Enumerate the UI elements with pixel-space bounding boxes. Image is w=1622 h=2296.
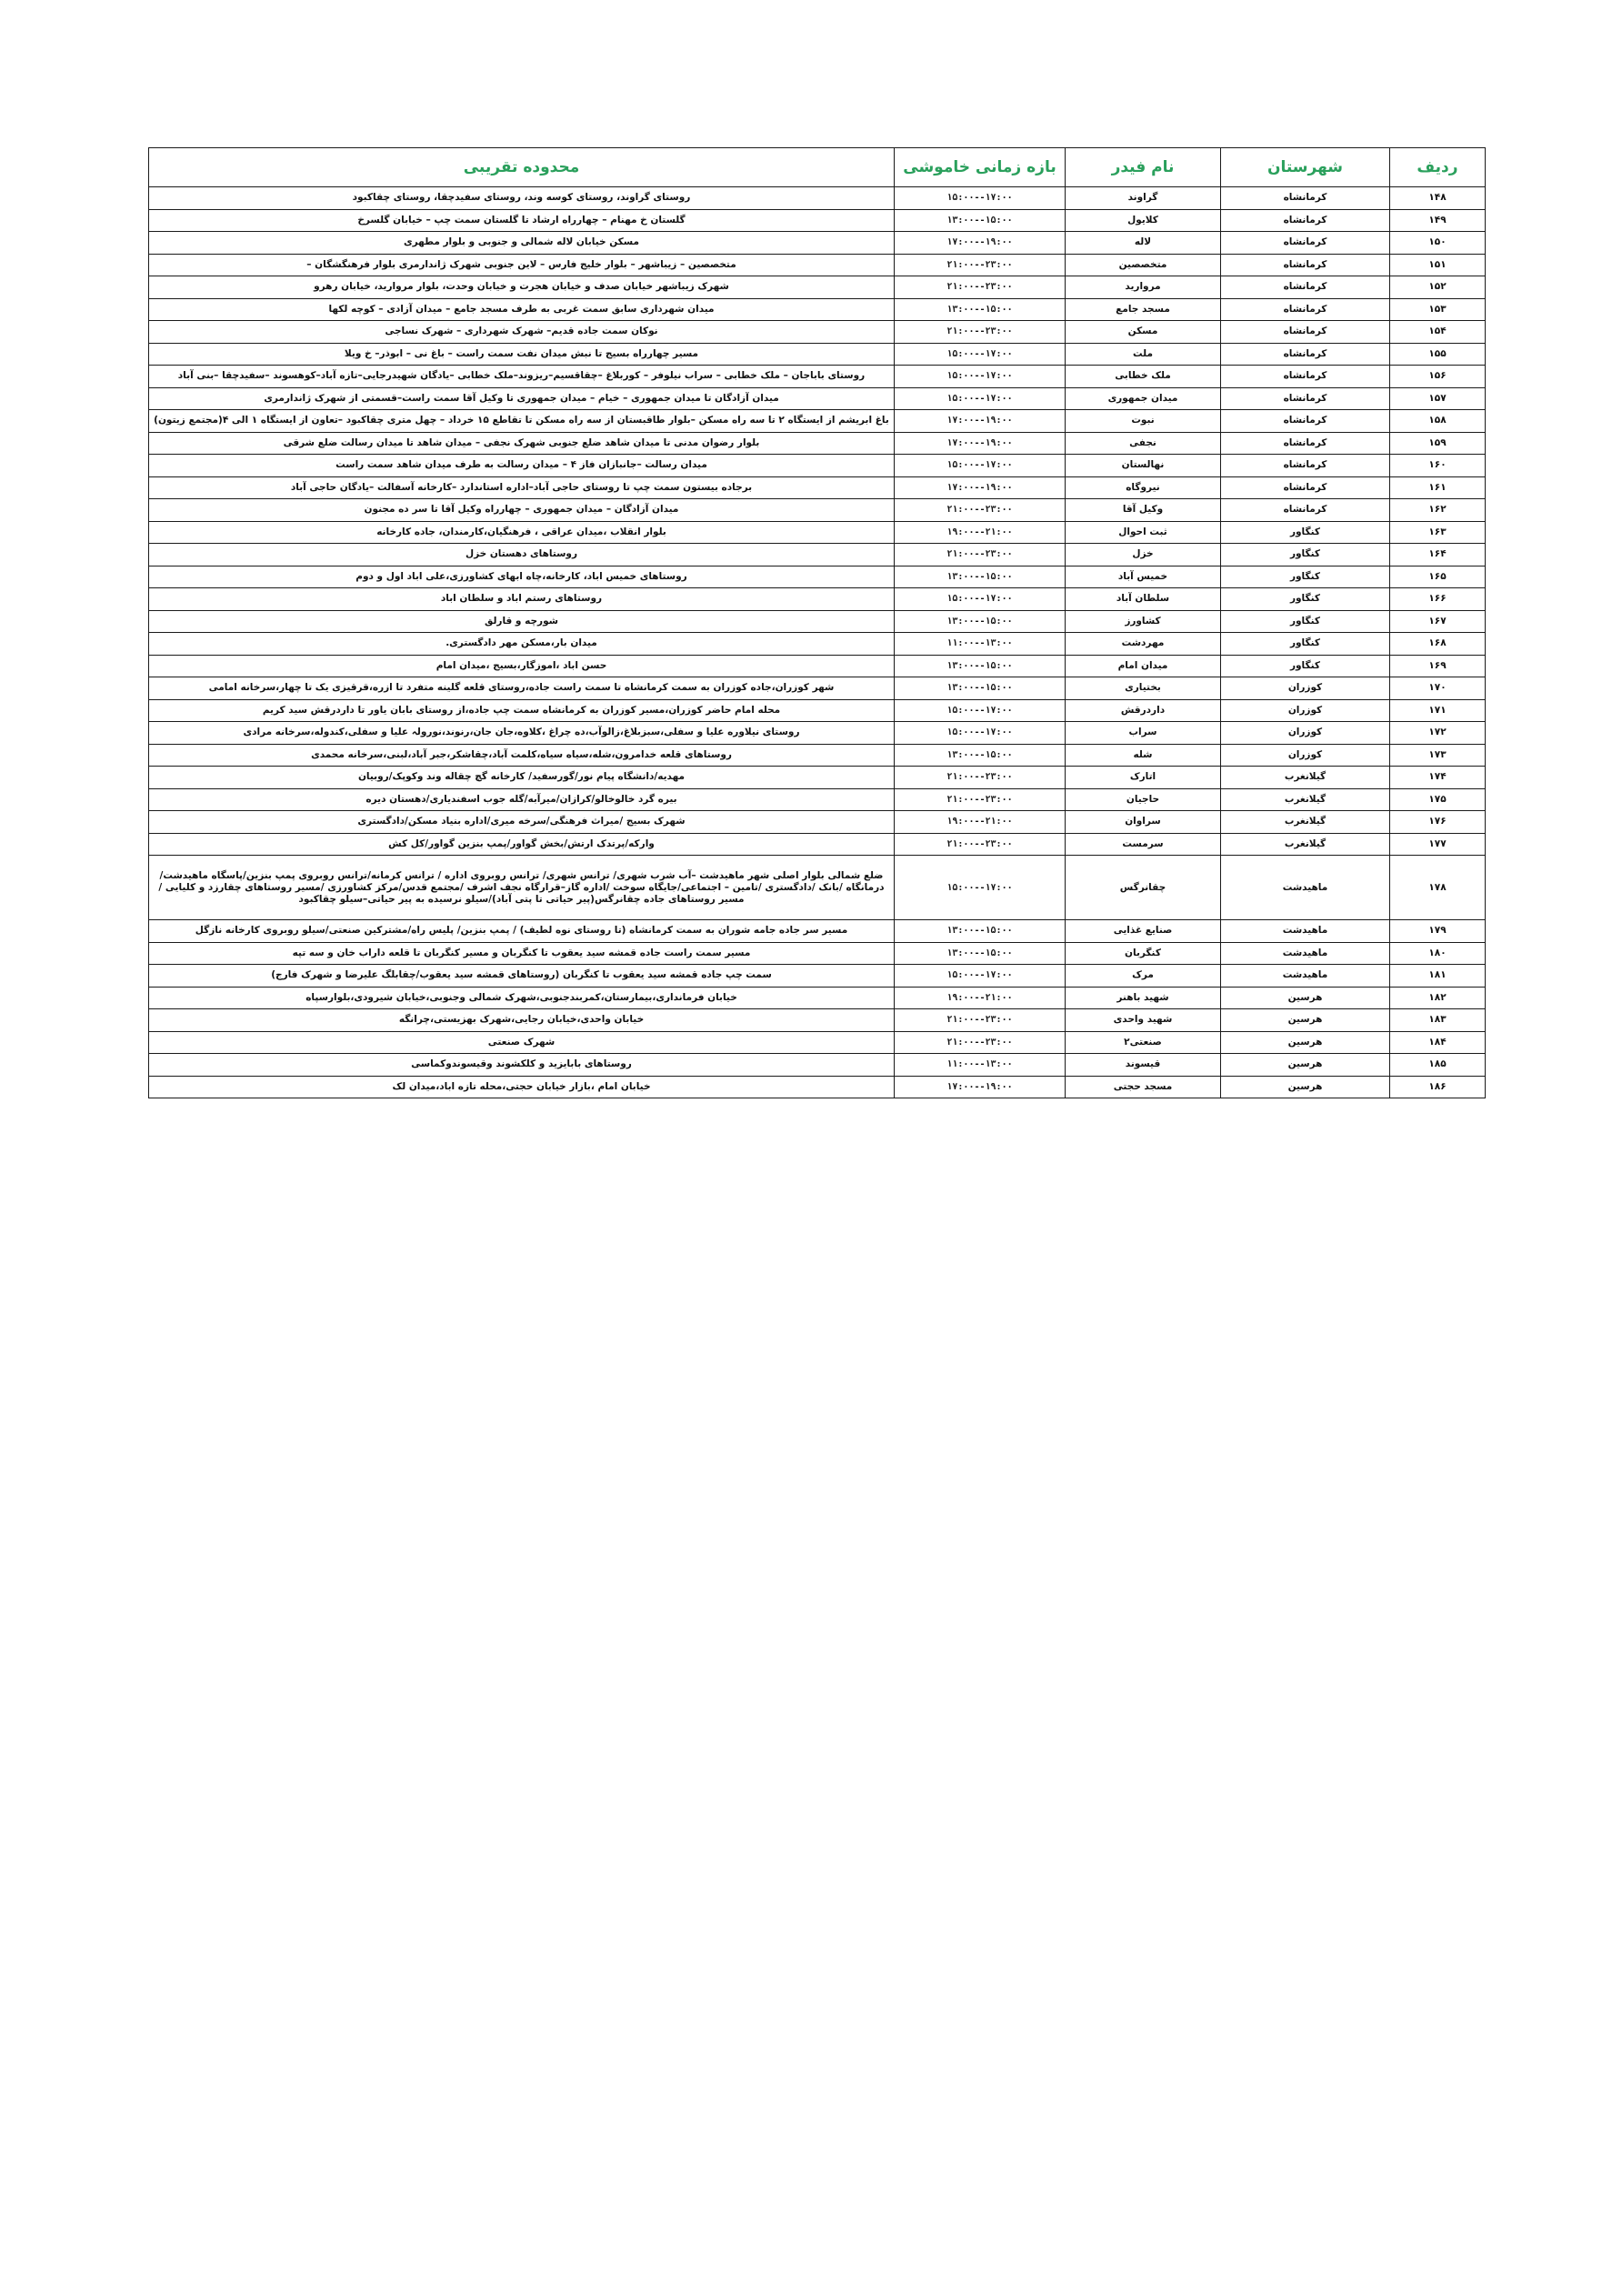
cell-outage-time: ۱۵:۰۰--۱۷:۰۰ — [895, 588, 1066, 611]
cell-outage-time: ۱۳:۰۰--۱۵:۰۰ — [895, 209, 1066, 232]
cell-row-number: ۱۴۸ — [1390, 187, 1486, 210]
table-row — [149, 499, 1486, 522]
cell-city: کرمانشاه — [1221, 432, 1390, 455]
table-row — [149, 588, 1486, 611]
cell-city: کرمانشاه — [1221, 499, 1390, 522]
table-row — [149, 610, 1486, 633]
cell-area: خیابان امام ،بازار خیابان حجتی،محله تازه اباد،میدان لک — [149, 1076, 895, 1098]
cell-feeder: مسجد جامع — [1066, 298, 1221, 321]
cell-outage-time: ۱۳:۰۰--۱۵:۰۰ — [895, 566, 1066, 588]
cell-area: شهرک صنعتی — [149, 1031, 895, 1054]
cell-area: بلوار انقلاب ،میدان عراقی ، فرهنگیان،کارمندان، جاده کارخانه — [149, 521, 895, 544]
cell-row-number: ۱۷۳ — [1390, 744, 1486, 767]
cell-feeder: کلایول — [1066, 209, 1221, 232]
cell-area: روستاهای رستم اباد و سلطان اباد — [149, 588, 895, 611]
cell-area: شورچه و قارلق — [149, 610, 895, 633]
table-body — [149, 187, 1486, 1098]
header-city: شهرستان — [1221, 148, 1390, 187]
cell-outage-time: ۱۵:۰۰--۱۷:۰۰ — [895, 856, 1066, 920]
cell-area: شهر کوزران،جاده کوزران به سمت کرمانشاه تا سمت راست جاده،روستای قلعه گلینه متفرد تا ازره،قرقیزی یک تا چهار،سرخانه امامی — [149, 677, 895, 700]
cell-feeder: میدان جمهوری — [1066, 387, 1221, 410]
cell-row-number: ۱۶۶ — [1390, 588, 1486, 611]
cell-city: کرمانشاه — [1221, 232, 1390, 255]
cell-row-number: ۱۵۹ — [1390, 432, 1486, 455]
cell-row-number: ۱۷۶ — [1390, 811, 1486, 834]
cell-outage-time: ۱۵:۰۰--۱۷:۰۰ — [895, 455, 1066, 477]
cell-feeder: بختیاری — [1066, 677, 1221, 700]
table-row — [149, 298, 1486, 321]
table-row — [149, 455, 1486, 477]
table-row — [149, 343, 1486, 366]
cell-feeder: سراب — [1066, 722, 1221, 745]
cell-outage-time: ۲۱:۰۰--۲۳:۰۰ — [895, 788, 1066, 811]
cell-city: ماهیدشت — [1221, 965, 1390, 988]
table-row — [149, 1009, 1486, 1032]
cell-feeder: لاله — [1066, 232, 1221, 255]
cell-row-number: ۱۵۶ — [1390, 366, 1486, 388]
table-row — [149, 254, 1486, 276]
cell-feeder: قیسوند — [1066, 1054, 1221, 1077]
cell-feeder: میدان امام — [1066, 655, 1221, 677]
cell-row-number: ۱۸۴ — [1390, 1031, 1486, 1054]
table-row — [149, 811, 1486, 834]
cell-outage-time: ۱۷:۰۰--۱۹:۰۰ — [895, 432, 1066, 455]
cell-feeder: شهید واحدی — [1066, 1009, 1221, 1032]
cell-feeder: ملت — [1066, 343, 1221, 366]
cell-area: برجاده بیستون سمت چپ تا روستای حاجی آباد–اداره استاندارد –کارخانه آسفالت –یادگان حاجی آباد — [149, 476, 895, 499]
cell-row-number: ۱۶۳ — [1390, 521, 1486, 544]
cell-feeder: ثبت احوال — [1066, 521, 1221, 544]
cell-city: هرسین — [1221, 1054, 1390, 1077]
cell-outage-time: ۱۳:۰۰--۱۵:۰۰ — [895, 655, 1066, 677]
cell-feeder: مسکن — [1066, 321, 1221, 344]
cell-area: سمت چپ جاده قمشه سید یعقوب تا کنگربان (روستاهای قمشه سید یعقوب/چقابلگ علیرضا و شهرک فارج) — [149, 965, 895, 988]
table-row — [149, 942, 1486, 965]
cell-feeder: نهالستان — [1066, 455, 1221, 477]
table-row — [149, 410, 1486, 433]
table-row — [149, 1054, 1486, 1077]
cell-city: کرمانشاه — [1221, 366, 1390, 388]
cell-city: ماهیدشت — [1221, 920, 1390, 943]
cell-area: مسیر سر جاده جامه شوران به سمت کرمانشاه (تا روستای نوه لطیف) / پمپ بنزین/ پلیس راه/مشترکین صنعتی/سیلو روبروی کارخانه نازگل — [149, 920, 895, 943]
table-row — [149, 788, 1486, 811]
cell-outage-time: ۱۱:۰۰--۱۳:۰۰ — [895, 1054, 1066, 1077]
cell-row-number: ۱۸۱ — [1390, 965, 1486, 988]
cell-feeder: ملک خطابی — [1066, 366, 1221, 388]
cell-city: کرمانشاه — [1221, 298, 1390, 321]
cell-feeder: نجفی — [1066, 432, 1221, 455]
cell-city: کرمانشاه — [1221, 209, 1390, 232]
table-row — [149, 633, 1486, 656]
cell-row-number: ۱۶۹ — [1390, 655, 1486, 677]
cell-outage-time: ۱۳:۰۰--۱۵:۰۰ — [895, 920, 1066, 943]
cell-row-number: ۱۸۰ — [1390, 942, 1486, 965]
cell-outage-time: ۱۳:۰۰--۱۵:۰۰ — [895, 744, 1066, 767]
cell-area: روستاهای قلعه خدامرون،شله،سیاه سیاه،کلمت آباد،چقاشکر،جبر آباد،لبنی،سرخانه محمدی — [149, 744, 895, 767]
power-outage-schedule-table — [148, 147, 1486, 1098]
table-row — [149, 544, 1486, 566]
table-row — [149, 1031, 1486, 1054]
cell-outage-time: ۱۷:۰۰--۱۹:۰۰ — [895, 410, 1066, 433]
cell-city: هرسین — [1221, 1031, 1390, 1054]
cell-outage-time: ۱۹:۰۰--۲۱:۰۰ — [895, 521, 1066, 544]
cell-area: نوکان سمت جاده قدیم– شهرک شهرداری – شهرک نساجی — [149, 321, 895, 344]
cell-area: خیابان فرمانداری،بیمارستان،کمربندجنوبی،شهرک شمالی وجنوبی،خیابان شیرودی،بلوارسپاه — [149, 987, 895, 1009]
cell-area: مسکن خیابان لاله شمالی و جنوبی و بلوار مطهری — [149, 232, 895, 255]
table-row — [149, 965, 1486, 988]
cell-city: کنگاور — [1221, 521, 1390, 544]
header-area: محدوده تقریبی — [149, 148, 895, 187]
cell-area: میدان بار،مسکن مهر دادگستری. — [149, 633, 895, 656]
cell-area: شهرک زیباشهر خیابان صدف و خیابان هجرت و خیابان وحدت، بلوار مروارید، خیابان رهرو — [149, 276, 895, 299]
table-row — [149, 722, 1486, 745]
cell-row-number: ۱۵۳ — [1390, 298, 1486, 321]
cell-area: متخصصین – زیباشهر – بلوار خلیج فارس – لاین جنوبی شهرک ژاندارمری بلوار فرهنگشگان – — [149, 254, 895, 276]
cell-area: میدان شهرداری سابق سمت غربی به طرف مسجد جامع – میدان آزادی – کوچه لکها — [149, 298, 895, 321]
table-row — [149, 432, 1486, 455]
cell-outage-time: ۱۳:۰۰--۱۵:۰۰ — [895, 942, 1066, 965]
cell-feeder: اتارک — [1066, 767, 1221, 789]
cell-feeder: کنگربان — [1066, 942, 1221, 965]
cell-area: ضلع شمالی بلوار اصلی شهر ماهیدشت –آب شرب شهری/ ترانس شهری/ ترانس روبروی اداره / ترانس کرمانه/ترانس روبروی پمپ بنزین/پاسگاه ماهیدشت/ درمانگاه /بانک /دادگستری /تامین – اجتماعی/جایگاه سوخت /اداره گاز–قرارگاه نجف اشرف /مجتمع قدس/مرکز کشاورزی /مسیر روستاهای چقارزد و کلیایی / مسیر روستاهای جاده چقانرگس(پیر حیاتی تا پتی آباد)/سیلو نرسیده به پیر حیاتی–سیلو چقاکبود — [149, 856, 895, 920]
cell-area: شهرک بسیج /میراث فرهنگی/سرخه میری/اداره بنیاد مسکن/دادگستری — [149, 811, 895, 834]
table-row — [149, 232, 1486, 255]
cell-feeder: شهید باهنر — [1066, 987, 1221, 1009]
cell-outage-time: ۲۱:۰۰--۲۳:۰۰ — [895, 276, 1066, 299]
cell-city: کوزران — [1221, 677, 1390, 700]
cell-city: کرمانشاه — [1221, 455, 1390, 477]
cell-feeder: چقانرگس — [1066, 856, 1221, 920]
cell-city: هرسین — [1221, 987, 1390, 1009]
table-row — [149, 767, 1486, 789]
table-row — [149, 655, 1486, 677]
cell-city: کرمانشاه — [1221, 343, 1390, 366]
cell-city: کنگاور — [1221, 655, 1390, 677]
cell-feeder: خزل — [1066, 544, 1221, 566]
cell-area: میدان رسالت –جانبازان فاز ۴ – میدان رسالت به طرف میدان شاهد سمت راست — [149, 455, 895, 477]
cell-feeder: مسجد حجتی — [1066, 1076, 1221, 1098]
cell-city: هرسین — [1221, 1009, 1390, 1032]
cell-area: مسیر چهارراه بسیج تا نبش میدان نفت سمت راست – باغ نی – ابوذر– خ ویلا — [149, 343, 895, 366]
cell-city: گیلانغرب — [1221, 767, 1390, 789]
cell-row-number: ۱۶۰ — [1390, 455, 1486, 477]
cell-city: کرمانشاه — [1221, 410, 1390, 433]
cell-city: کنگاور — [1221, 544, 1390, 566]
cell-area: روستاهای دهستان خزل — [149, 544, 895, 566]
header-row-number: ردیف — [1390, 148, 1486, 187]
cell-row-number: ۱۶۵ — [1390, 566, 1486, 588]
cell-row-number: ۱۶۱ — [1390, 476, 1486, 499]
table-row — [149, 566, 1486, 588]
cell-city: کنگاور — [1221, 566, 1390, 588]
cell-city: کرمانشاه — [1221, 387, 1390, 410]
cell-area: روستای باباجان – ملک خطابی – سراب نیلوفر – کوربلاغ –چقاقسیم–ریزوند–ملک خطابی –یادگان شهیدرجایی–تازه آباد–کوهسوند –سفیدچقا –بنی آباد — [149, 366, 895, 388]
cell-outage-time: ۲۱:۰۰--۲۳:۰۰ — [895, 1031, 1066, 1054]
cell-outage-time: ۱۷:۰۰--۱۹:۰۰ — [895, 476, 1066, 499]
cell-city: هرسین — [1221, 1076, 1390, 1098]
cell-row-number: ۱۶۷ — [1390, 610, 1486, 633]
cell-outage-time: ۱۵:۰۰--۱۷:۰۰ — [895, 965, 1066, 988]
cell-feeder: صنعتی۲ — [1066, 1031, 1221, 1054]
table-row — [149, 276, 1486, 299]
cell-area: روستای نیلاوره علیا و سفلی،سبزبلاغ،زالوآب،ده چراغ ،کلاوه،جان جان،رنوند،نورولہ علیا و سفلی،کندوله،سرخانه مرادی — [149, 722, 895, 745]
cell-city: گیلانغرب — [1221, 788, 1390, 811]
header-outage-time: بازه زمانی خاموشی — [895, 148, 1066, 187]
cell-city: کنگاور — [1221, 633, 1390, 656]
cell-outage-time: ۱۹:۰۰--۲۱:۰۰ — [895, 987, 1066, 1009]
cell-feeder: سلطان آباد — [1066, 588, 1221, 611]
cell-area: باغ ابریشم از ایستگاه ۲ تا سه راه مسکن –بلوار طاقبستان از سه راه مسکن تا تقاطع ۱۵ خرداد – چهل متری چقاکبود –تعاون از ایستگاه ۱ الی ۴(مجتمع زیتون) — [149, 410, 895, 433]
cell-area: روستاهای بابایزید و کلکشوند وقیسوندوکماسی — [149, 1054, 895, 1077]
cell-city: ماهیدشت — [1221, 942, 1390, 965]
table-row — [149, 521, 1486, 544]
cell-city: کوزران — [1221, 744, 1390, 767]
cell-row-number: ۱۵۲ — [1390, 276, 1486, 299]
cell-outage-time: ۱۵:۰۰--۱۷:۰۰ — [895, 387, 1066, 410]
cell-row-number: ۱۸۶ — [1390, 1076, 1486, 1098]
cell-outage-time: ۲۱:۰۰--۲۳:۰۰ — [895, 544, 1066, 566]
cell-row-number: ۱۶۸ — [1390, 633, 1486, 656]
table-row — [149, 321, 1486, 344]
table-row — [149, 187, 1486, 210]
cell-feeder: متخصصین — [1066, 254, 1221, 276]
cell-city: کنگاور — [1221, 588, 1390, 611]
cell-area: مهدیه/دانشگاه پیام نور/گورسفید/ کارخانه گچ چقاله وند وکوپک/روبیان — [149, 767, 895, 789]
cell-row-number: ۱۸۵ — [1390, 1054, 1486, 1077]
cell-row-number: ۱۵۰ — [1390, 232, 1486, 255]
cell-feeder: خمیس آباد — [1066, 566, 1221, 588]
cell-area: میدان آزادگان – میدان جمهوری – چهارراه وکیل آقا تا سر ده مجنون — [149, 499, 895, 522]
cell-area: محله امام حاضر کوزران،مسیر کوزران به کرمانشاه سمت چپ جاده،از روستای بابان یاور تا داردرقش سید کریم — [149, 699, 895, 722]
table-row — [149, 1076, 1486, 1098]
cell-city: گیلانغرب — [1221, 811, 1390, 834]
table-row — [149, 987, 1486, 1009]
table-row — [149, 387, 1486, 410]
cell-feeder: نبوت — [1066, 410, 1221, 433]
cell-area: بلوار رضوان مدنی تا میدان شاهد ضلع جنوبی شهرک نجفی – میدان شاهد تا میدان رسالت ضلع شرقی — [149, 432, 895, 455]
cell-outage-time: ۲۱:۰۰--۲۳:۰۰ — [895, 254, 1066, 276]
cell-row-number: ۱۷۴ — [1390, 767, 1486, 789]
cell-row-number: ۱۷۲ — [1390, 722, 1486, 745]
cell-outage-time: ۲۱:۰۰--۲۳:۰۰ — [895, 1009, 1066, 1032]
cell-area: وارکه/پرتدک ارتش/بخش گواور/پمپ بنزین گواور/کل کش — [149, 833, 895, 856]
cell-feeder: سراوان — [1066, 811, 1221, 834]
cell-row-number: ۱۵۱ — [1390, 254, 1486, 276]
cell-outage-time: ۲۱:۰۰--۲۳:۰۰ — [895, 767, 1066, 789]
cell-row-number: ۱۴۹ — [1390, 209, 1486, 232]
cell-row-number: ۱۸۲ — [1390, 987, 1486, 1009]
cell-row-number: ۱۵۸ — [1390, 410, 1486, 433]
cell-outage-time: ۱۵:۰۰--۱۷:۰۰ — [895, 366, 1066, 388]
cell-area: میدان آزادگان تا میدان جمهوری – خیام – میدان جمهوری تا وکیل آقا سمت راست–قسمتی از شهرک ژاندارمری — [149, 387, 895, 410]
cell-area: حسن اباد ،اموزگار،بسیج ،میدان امام — [149, 655, 895, 677]
cell-outage-time: ۲۱:۰۰--۲۳:۰۰ — [895, 321, 1066, 344]
cell-city: کرمانشاه — [1221, 276, 1390, 299]
table-row — [149, 833, 1486, 856]
cell-feeder: صنایع غذایی — [1066, 920, 1221, 943]
cell-row-number: ۱۷۱ — [1390, 699, 1486, 722]
table-row — [149, 856, 1486, 920]
cell-outage-time: ۲۱:۰۰--۲۳:۰۰ — [895, 833, 1066, 856]
cell-row-number: ۱۸۳ — [1390, 1009, 1486, 1032]
cell-city: کنگاور — [1221, 610, 1390, 633]
table-row — [149, 677, 1486, 700]
cell-feeder: گراوند — [1066, 187, 1221, 210]
cell-area: روستاهای خمیس اباد، کارخانه،چاه ابهای کشاورزی،علی اباد اول و دوم — [149, 566, 895, 588]
table-row — [149, 366, 1486, 388]
cell-area: گلستان خ مهنام – چهارراه ارشاد تا گلستان سمت چپ – خیابان گلسرخ — [149, 209, 895, 232]
cell-feeder: داردرقش — [1066, 699, 1221, 722]
cell-outage-time: ۲۱:۰۰--۲۳:۰۰ — [895, 499, 1066, 522]
cell-area: روستای گراوند، روستای کوسه وند، روستای سفیدچقا، روستای چقاکبود — [149, 187, 895, 210]
cell-outage-time: ۱۵:۰۰--۱۷:۰۰ — [895, 343, 1066, 366]
cell-outage-time: ۱۳:۰۰--۱۵:۰۰ — [895, 298, 1066, 321]
cell-feeder: حاجیان — [1066, 788, 1221, 811]
table-row — [149, 699, 1486, 722]
cell-area: مسیر سمت راست جاده قمشه سید یعقوب تا کنگربان و مسیر کنگربان تا قلعه داراب خان و سه تپه — [149, 942, 895, 965]
table-row — [149, 744, 1486, 767]
cell-city: ماهیدشت — [1221, 856, 1390, 920]
cell-row-number: ۱۷۸ — [1390, 856, 1486, 920]
cell-outage-time: ۱۷:۰۰--۱۹:۰۰ — [895, 232, 1066, 255]
cell-row-number: ۱۵۵ — [1390, 343, 1486, 366]
cell-area: بیره گرد خالوخالو/کرازان/میرآبه/گله جوب اسفندیاری/دهستان دیره — [149, 788, 895, 811]
table-row — [149, 209, 1486, 232]
cell-feeder: مهردشت — [1066, 633, 1221, 656]
cell-row-number: ۱۶۲ — [1390, 499, 1486, 522]
cell-city: کوزران — [1221, 699, 1390, 722]
cell-row-number: ۱۷۷ — [1390, 833, 1486, 856]
cell-city: گیلانغرب — [1221, 833, 1390, 856]
cell-row-number: ۱۵۷ — [1390, 387, 1486, 410]
cell-city: کرمانشاه — [1221, 476, 1390, 499]
cell-feeder: نیروگاه — [1066, 476, 1221, 499]
cell-row-number: ۱۵۴ — [1390, 321, 1486, 344]
cell-city: کوزران — [1221, 722, 1390, 745]
cell-feeder: سرمست — [1066, 833, 1221, 856]
table-row — [149, 476, 1486, 499]
cell-feeder: وکیل آقا — [1066, 499, 1221, 522]
cell-outage-time: ۱۵:۰۰--۱۷:۰۰ — [895, 699, 1066, 722]
cell-outage-time: ۱۷:۰۰--۱۹:۰۰ — [895, 1076, 1066, 1098]
cell-city: کرمانشاه — [1221, 187, 1390, 210]
cell-row-number: ۱۷۵ — [1390, 788, 1486, 811]
cell-row-number: ۱۶۴ — [1390, 544, 1486, 566]
cell-city: کرمانشاه — [1221, 254, 1390, 276]
cell-area: خیابان واحدی،خیابان رجایی،شهرک بهزیستی،چرانگه — [149, 1009, 895, 1032]
cell-row-number: ۱۷۹ — [1390, 920, 1486, 943]
cell-outage-time: ۱۵:۰۰--۱۷:۰۰ — [895, 187, 1066, 210]
cell-outage-time: ۱۳:۰۰--۱۵:۰۰ — [895, 610, 1066, 633]
cell-feeder: مرک — [1066, 965, 1221, 988]
cell-feeder: مروارید — [1066, 276, 1221, 299]
cell-feeder: کشاورز — [1066, 610, 1221, 633]
cell-feeder: شله — [1066, 744, 1221, 767]
cell-outage-time: ۱۱:۰۰--۱۳:۰۰ — [895, 633, 1066, 656]
cell-outage-time: ۱۳:۰۰--۱۵:۰۰ — [895, 677, 1066, 700]
cell-outage-time: ۱۹:۰۰--۲۱:۰۰ — [895, 811, 1066, 834]
table-header-row — [149, 148, 1486, 187]
cell-outage-time: ۱۵:۰۰--۱۷:۰۰ — [895, 722, 1066, 745]
cell-row-number: ۱۷۰ — [1390, 677, 1486, 700]
table-row — [149, 920, 1486, 943]
header-feeder: نام فیدر — [1066, 148, 1221, 187]
cell-city: کرمانشاه — [1221, 321, 1390, 344]
